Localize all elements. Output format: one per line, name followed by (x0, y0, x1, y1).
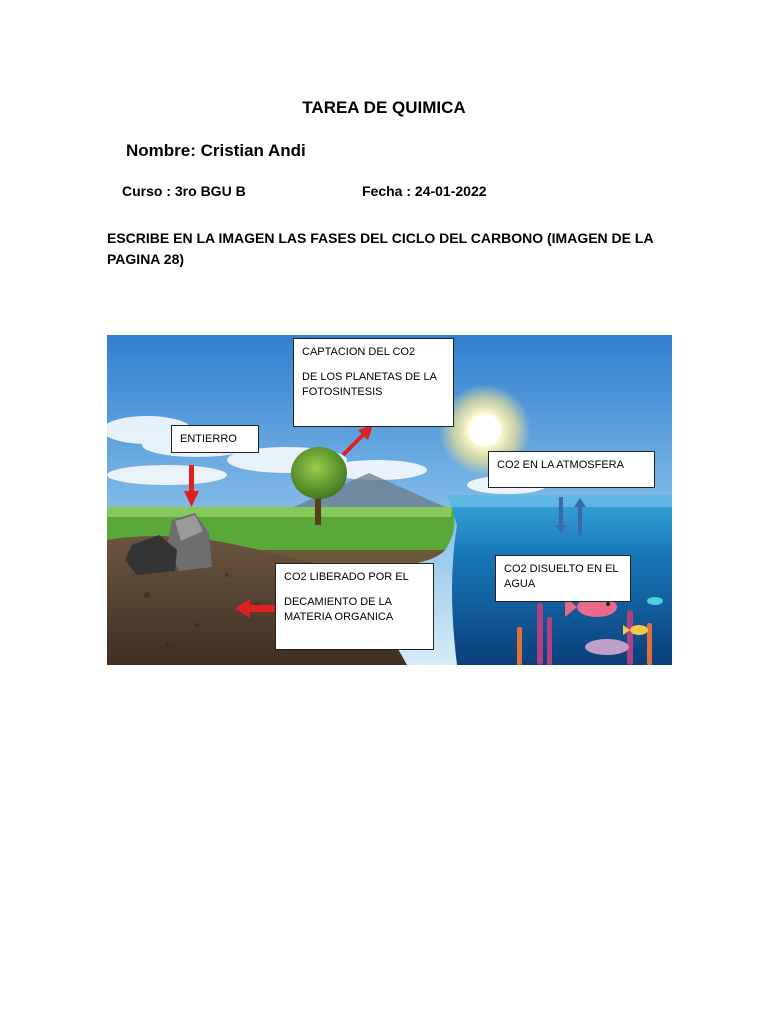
label-liberado-line2: DECAMIENTO DE LA MATERIA ORGANICA (284, 596, 394, 623)
label-captacion (293, 338, 454, 427)
carbon-cycle-illustration (107, 335, 672, 665)
instructions: ESCRIBE EN LA IMAGEN LAS FASES DEL CICLO DEL CARBONO (IMAGEN DE LA PAGINA 28) (107, 230, 654, 267)
label-atmosfera: CO2 EN LA ATMOSFERA (488, 451, 655, 488)
label-disuelto: CO2 DISUELTO EN EL AGUA (495, 555, 631, 602)
label-entierro: ENTIERRO (171, 425, 259, 453)
label-liberado (275, 563, 434, 650)
label-captacion-line1: CAPTACION DEL CO2 (302, 346, 416, 358)
label-captacion-line2: DE LOS PLANETAS DE LA FOTOSINTESIS (302, 371, 437, 398)
label-liberado-line1: CO2 LIBERADO POR EL (284, 571, 409, 583)
date: Fecha : 24-01-2022 (362, 183, 487, 199)
student-name: Nombre: Cristian Andi (126, 141, 306, 160)
course: Curso : 3ro BGU B (122, 183, 246, 199)
page-title: TAREA DE QUIMICA (302, 98, 466, 117)
